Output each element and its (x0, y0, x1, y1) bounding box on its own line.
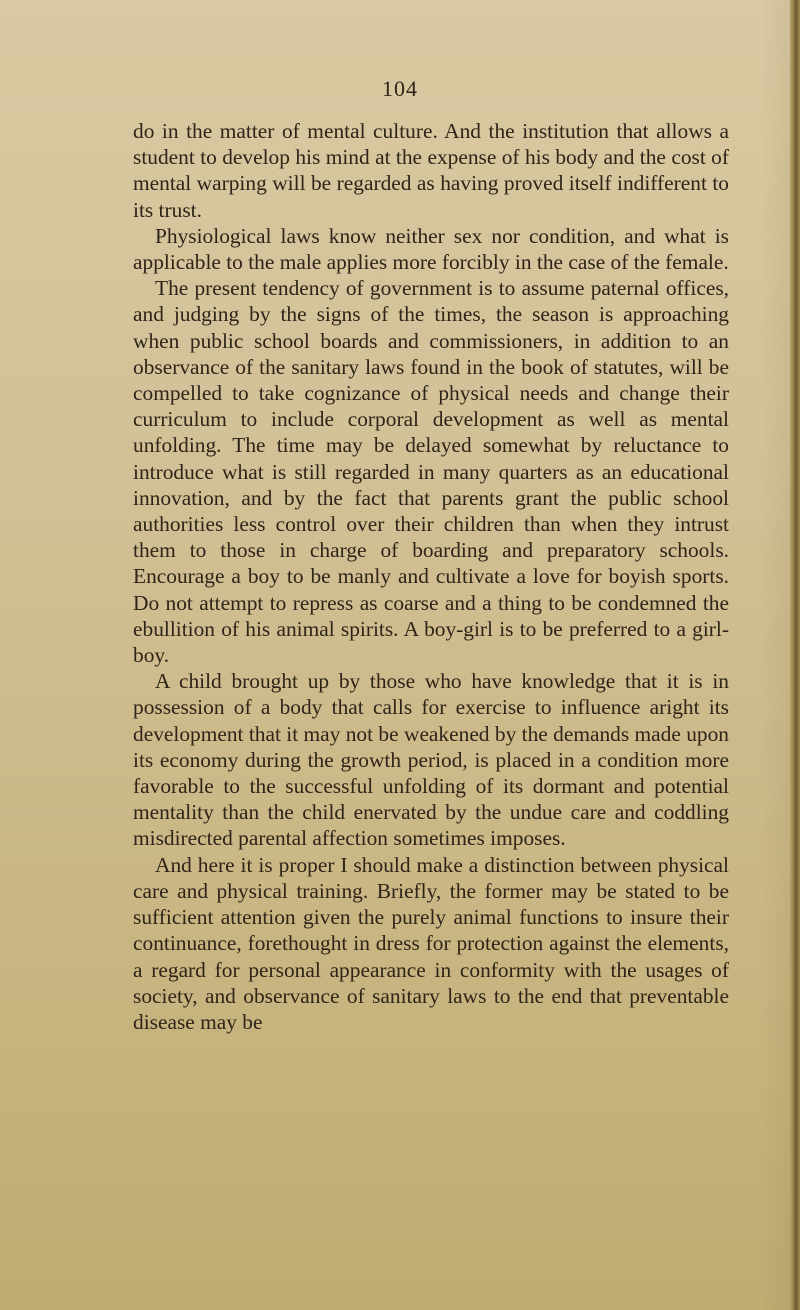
paragraph-2: Physiological laws know neither sex nor condition, and what is applicable to the male applies more forcibly in the case of the female. (133, 223, 729, 275)
page-shadow (760, 0, 790, 1310)
page-number: 104 (382, 76, 418, 101)
paragraph-3: The present tendency of government is to assume paternal offices, and judging by the signs of the times, the season is approaching when public school boards and commissioners, in addition to an observance of the sanitary laws found in the book of statutes, will be compelled to take cognizance of physical needs and change their curriculum to include corporal development as well as mental unfolding. The time may be delayed somewhat by reluctance to introduce what is still regarded in many quarters as an educational innovation, and by the fact that parents grant the public school authorities less control over their children than when they intrust them to those in charge of boarding and preparatory schools. Encourage a boy to be manly and cultivate a love for boyish sports. Do not attempt to repress as coarse and a thing to be condemned the ebullition of his animal spirits. A boy-girl is to be preferred to a girl-boy. (133, 276, 729, 668)
paragraph-5: And here it is proper I should make a distinction between physical care and physical training. Briefly, the former may be stated to be sufficient attention given the purely animal functions to insure their continuance, forethought in dress for protection against the elements, a regard for personal appearance in conformity with the usages of society, and observance of sanitary laws to the end that preventable disease may be (133, 852, 729, 1034)
body-text (133, 118, 729, 1035)
page-edge (790, 0, 800, 1310)
paragraph-1: do in the matter of mental culture. And the institution that allows a student to develop his mind at the expense of his body and the cost of mental warping will be regarded as having proved itself indifferent to its trust. (133, 119, 729, 222)
paragraph-4: A child brought up by those who have knowledge that it is in possession of a body that calls for exercise to influence aright its development that it may not be weakened by the demands made upon its economy during the growth period, is placed in a condition more favorable to the successful unfolding of its dormant and potential mentality than the child enervated by the undue care and coddling misdirected parental affection sometimes imposes. (133, 669, 729, 851)
